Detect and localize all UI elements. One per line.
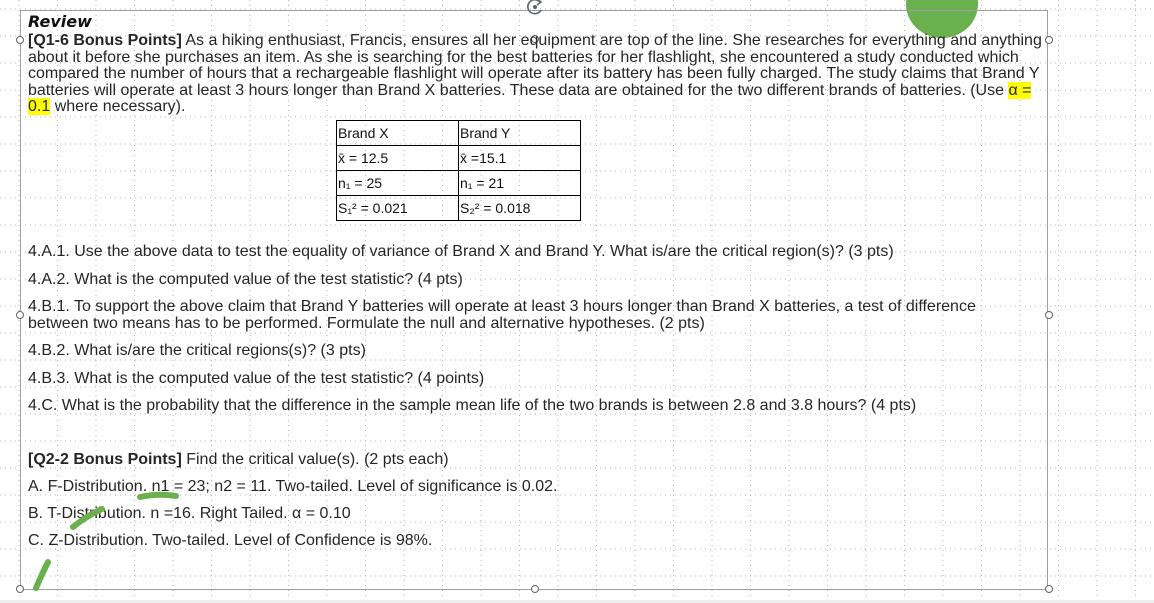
table-cell: Brand X	[337, 120, 459, 145]
question-4b2: 4.B.2. What is/are the critical regions(s)? (3 pts)	[28, 342, 366, 359]
q1-intro: As a hiking enthusiast, Francis, ensures all her equipment are top of the line. She researches for everything and anything about it before she purchases an item. As she is searching for the best batteries for her flashlight, she encountered a study conducted which compared the number of hours that a rechargeable flashlight will operate after its battery has been fully charged. The study claims that Brand Y batteries will operate at least 3 hours longer than Brand X batteries. These data are obtained for the two different brands of batteries. (Use	[28, 32, 1042, 99]
table-row	[337, 120, 581, 145]
table-row	[337, 195, 581, 220]
q2-heading	[28, 452, 1028, 469]
table-cell: n₁ = 25	[337, 170, 459, 195]
resize-handle-middle-left[interactable]	[16, 311, 24, 319]
q1-label: [Q1-6 Bonus Points]	[28, 32, 182, 49]
table-cell: n₁ = 21	[459, 170, 581, 195]
table-cell: x̄ =15.1	[459, 145, 581, 170]
q2-item-b: B. T-Distribution. n =16. Right Tailed. α = 0.10	[28, 505, 351, 522]
resize-handle-bottom-left[interactable]	[16, 585, 24, 593]
question-4c: 4.C. What is the probability that the difference in the sample mean life of the two brands is between 2.8 and 3.8 hours? (4 pts)	[28, 397, 917, 414]
q2-item-c: C. Z-Distribution. Two-tailed. Level of Confidence is 98%.	[28, 532, 433, 549]
question-4b3: 4.B.3. What is the computed value of the test statistic? (4 points)	[28, 370, 485, 387]
text-box-content[interactable]	[28, 12, 1044, 221]
q1-intro-end: where necessary).	[50, 98, 186, 115]
resize-handle-middle-right[interactable]	[1045, 311, 1053, 319]
resize-handle-top-left[interactable]	[16, 36, 24, 44]
q2-item-a: A. F-Distribution. n1 = 23; n2 = 11. Two-tailed. Level of significance is 0.02.	[28, 478, 558, 495]
table-cell: Brand Y	[459, 120, 581, 145]
q2-label: [Q2-2 Bonus Points]	[28, 451, 182, 468]
question-4a2: 4.A.2. What is the computed value of the test statistic? (4 pts)	[28, 271, 463, 288]
review-heading: Review	[28, 12, 92, 31]
resize-handle-bottom-right[interactable]	[1045, 585, 1053, 593]
table-cell: S₁² = 0.021	[337, 195, 459, 220]
resize-handle-top-right[interactable]	[1045, 36, 1053, 44]
question-4b1: 4.B.1. To support the above claim that Brand Y batteries will operate at least 3 hours longer than Brand X batteries, a test of difference between two means has to be performed. Formulate the null and alternative hypotheses. (2 pts)	[28, 298, 976, 332]
question-4a1: 4.A.1. Use the above data to test the equality of variance of Brand X and Brand Y. What is/are the critical region(s)? (3 pts)	[28, 243, 894, 260]
table-row	[337, 170, 581, 195]
table-cell: x̄ = 12.5	[337, 145, 459, 170]
q2-intro: Find the critical value(s). (2 pts each)	[181, 451, 449, 468]
table-cell: S₂² = 0.018	[459, 195, 581, 220]
table-row	[337, 145, 581, 170]
alpha-highlight: α = 0.1	[28, 81, 1032, 115]
battery-data-table	[336, 120, 1044, 221]
q1-paragraph	[28, 33, 1044, 116]
resize-handle-bottom-center[interactable]	[531, 585, 539, 593]
